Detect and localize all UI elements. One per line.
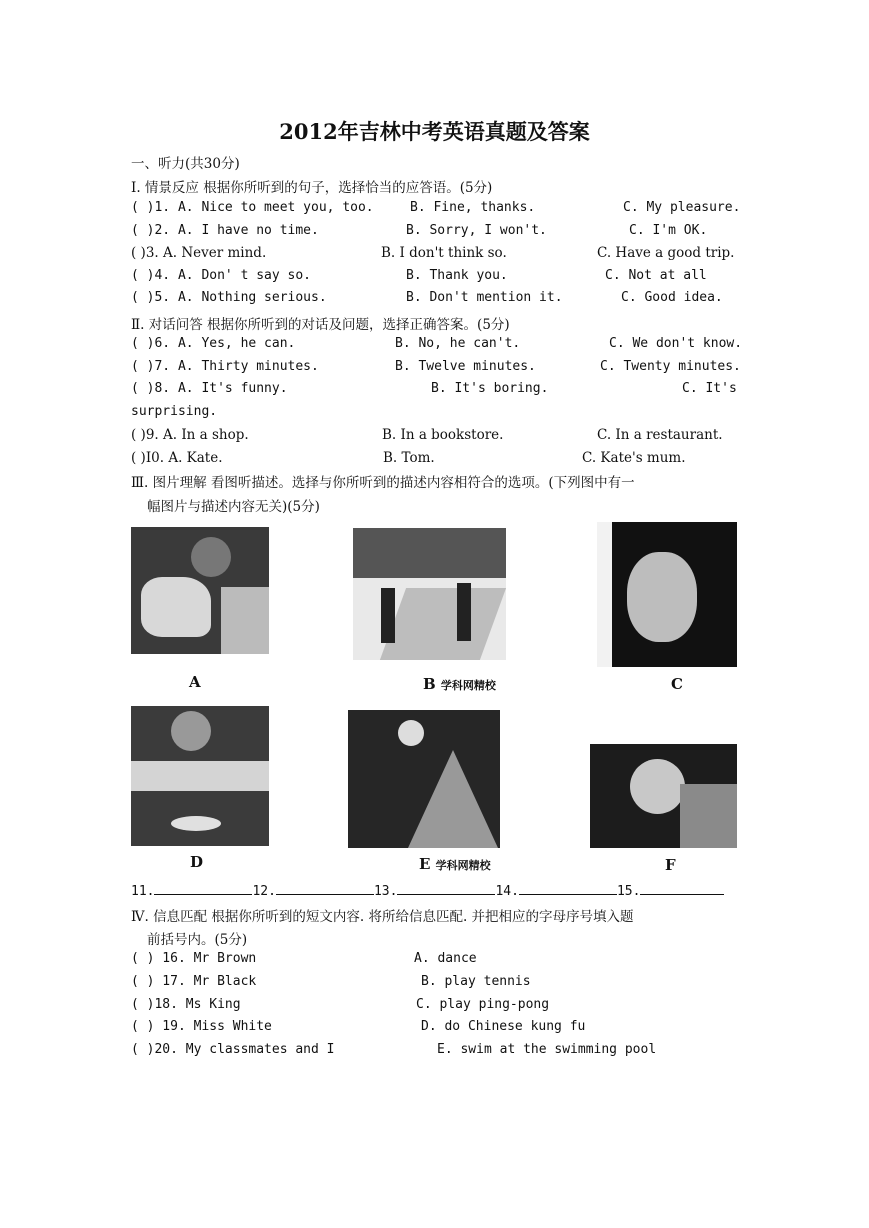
picture-c bbox=[597, 522, 737, 667]
question-8-c: C. It's bbox=[682, 381, 737, 396]
question-1-b: B. Fine, thanks. bbox=[410, 200, 536, 215]
part2-heading: Ⅱ. 对话问答 根据你所听到的对话及问题，选择正确答案。(5分) bbox=[131, 317, 510, 333]
question-7-a: ( )7. A. Thirty minutes. bbox=[131, 359, 319, 374]
part1-heading: Ⅰ. 情景反应 根据你所听到的句子，选择恰当的应答语。(5分) bbox=[131, 180, 493, 196]
match-18: ( )18. Ms King bbox=[131, 997, 241, 1012]
question-1-c: C. My pleasure. bbox=[623, 200, 741, 215]
match-option-d: D. do Chinese kung fu bbox=[421, 1019, 586, 1034]
question-2-b: B. Sorry, I won't. bbox=[406, 223, 547, 238]
question-2-a: ( )2. A. I have no time. bbox=[131, 223, 319, 238]
picture-d bbox=[131, 706, 269, 846]
answer-11-blank[interactable] bbox=[154, 882, 252, 895]
answer-blanks bbox=[131, 882, 724, 899]
answer-15: 15. bbox=[616, 884, 641, 899]
picture-e-watermark: 学科网精校 bbox=[435, 859, 491, 872]
match-option-c: C. play ping-pong bbox=[416, 997, 550, 1012]
answer-13: 13. bbox=[373, 884, 398, 899]
match-17: ( ) 17. Mr Black bbox=[131, 974, 257, 989]
answer-11: 11. bbox=[131, 884, 155, 899]
question-6-a: ( )6. A. Yes, he can. bbox=[131, 336, 296, 351]
question-5-b: B. Don't mention it. bbox=[406, 290, 563, 305]
question-6-c: C. We don't know. bbox=[609, 336, 743, 351]
question-10-a: ( )I0. A. Kate. bbox=[131, 450, 223, 466]
question-4-a: ( )4. A. Don' t say so. bbox=[131, 268, 312, 283]
match-option-e: E. swim at the swimming pool bbox=[437, 1042, 657, 1057]
page-title: 2012年吉林中考英语真题及答案 bbox=[279, 119, 590, 144]
answer-13-blank[interactable] bbox=[397, 882, 495, 895]
picture-f-label: F bbox=[665, 856, 676, 874]
question-9-c: C. In a restaurant. bbox=[597, 427, 723, 443]
question-8-b: B. It's boring. bbox=[431, 381, 549, 396]
picture-e bbox=[348, 710, 500, 848]
question-5-a: ( )5. A. Nothing serious. bbox=[131, 290, 327, 305]
match-20: ( )20. My classmates and I bbox=[131, 1042, 335, 1057]
match-option-a: A. dance bbox=[414, 951, 477, 966]
match-19: ( ) 19. Miss White bbox=[131, 1019, 272, 1034]
question-6-b: B. No, he can't. bbox=[395, 336, 521, 351]
question-9-b: B. In a bookstore. bbox=[382, 427, 504, 443]
question-8-a: ( )8. A. It's funny. bbox=[131, 381, 288, 396]
picture-f bbox=[590, 724, 737, 848]
picture-b-label: B 学科网精校 bbox=[423, 675, 496, 693]
part3-heading: Ⅲ. 图片理解 看图听描述。选择与你所听到的描述内容相符合的选项。(下列图中有一 bbox=[131, 475, 635, 491]
picture-a-label: A bbox=[189, 673, 201, 691]
answer-12-blank[interactable] bbox=[276, 882, 374, 895]
question-3-a: ( )3. A. Never mind. bbox=[131, 245, 267, 261]
question-2-c: C. I'm OK. bbox=[629, 223, 708, 238]
question-8-wrap: surprising. bbox=[131, 404, 218, 419]
match-option-b: B. play tennis bbox=[421, 974, 531, 989]
part3-heading-cont: 幅图片与描述内容无关)(5分) bbox=[147, 499, 320, 515]
question-3-b: B. I don't think so. bbox=[381, 245, 507, 261]
picture-c-label: C bbox=[671, 675, 683, 693]
question-4-c: C. Not at all bbox=[605, 268, 707, 283]
answer-14: 14. bbox=[495, 884, 519, 899]
picture-e-label: E 学科网精校 bbox=[419, 855, 491, 873]
question-5-c: C. Good idea. bbox=[621, 290, 723, 305]
question-10-c: C. Kate's mum. bbox=[582, 450, 686, 466]
question-10-b: B. Tom. bbox=[383, 450, 435, 466]
question-7-c: C. Twenty minutes. bbox=[600, 359, 741, 374]
picture-b-watermark: 学科网精校 bbox=[440, 679, 496, 692]
match-16: ( ) 16. Mr Brown bbox=[131, 951, 257, 966]
picture-d-label: D bbox=[190, 853, 204, 871]
question-3-c: C. Have a good trip. bbox=[597, 245, 735, 261]
part4-heading: Ⅳ. 信息匹配 根据你所听到的短文内容. 将所给信息匹配. 并把相应的字母序号填入题 bbox=[131, 909, 634, 925]
question-4-b: B. Thank you. bbox=[406, 268, 508, 283]
section-heading: 一、听力(共30分) bbox=[131, 156, 240, 172]
answer-15-blank[interactable] bbox=[640, 882, 724, 895]
part4-heading-cont: 前括号内。(5分) bbox=[147, 932, 248, 948]
picture-a bbox=[131, 527, 269, 654]
answer-14-blank[interactable] bbox=[519, 882, 617, 895]
question-7-b: B. Twelve minutes. bbox=[395, 359, 536, 374]
question-1-a: ( )1. A. Nice to meet you, too. bbox=[131, 200, 374, 215]
question-9-a: ( )9. A. In a shop. bbox=[131, 427, 249, 443]
picture-b bbox=[353, 528, 506, 660]
answer-12: 12. bbox=[252, 884, 276, 899]
